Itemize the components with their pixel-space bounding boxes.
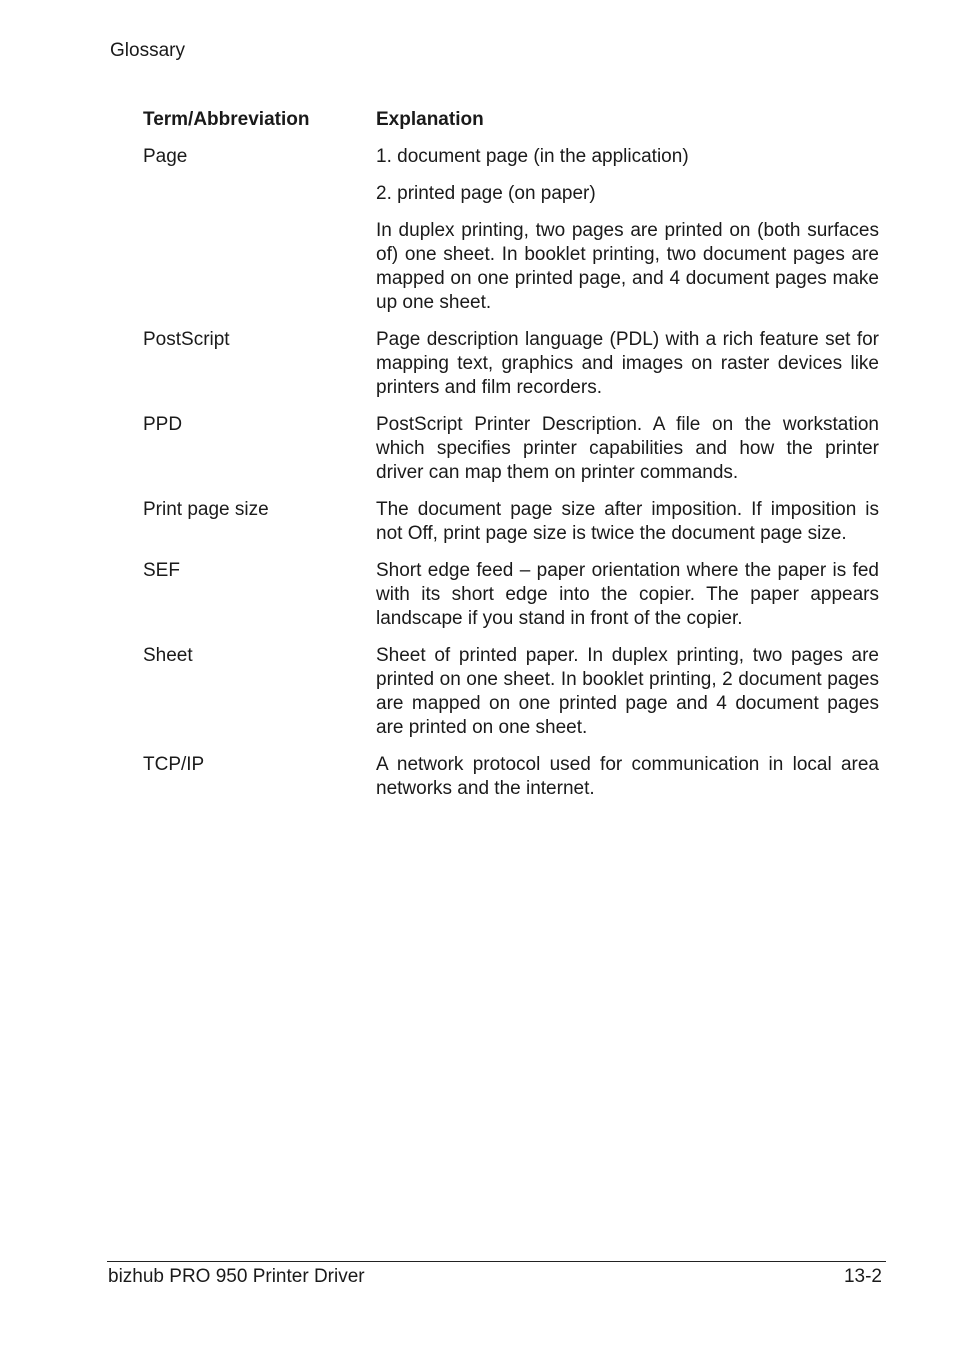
term-cell: PostScript xyxy=(143,329,230,350)
term-cell: PPD xyxy=(143,414,183,435)
explanation-cell xyxy=(376,413,879,485)
table-row xyxy=(143,559,879,631)
table-row xyxy=(143,753,879,801)
term-cell: Sheet xyxy=(143,645,193,666)
explanation-paragraph: A network protocol used for communication in local area networks and the internet. xyxy=(376,754,879,799)
explanation-cell xyxy=(376,145,879,315)
term-cell: SEF xyxy=(143,560,180,581)
explanation-paragraph: Short edge feed – paper orientation where the paper is fed with its short edge into the copier. The paper appears landscape if you stand in front of the copier. xyxy=(376,560,879,629)
explanation-paragraph: 1. document page (in the application) xyxy=(376,146,689,167)
glossary-table xyxy=(143,108,879,814)
footer-divider xyxy=(107,1261,886,1262)
explanation-paragraph: PostScript Printer Description. A file on the workstation which specifies printer capabilities and how the printer driver can map them on printer commands. xyxy=(376,414,879,483)
explanation-paragraph: 2. printed page (on paper) xyxy=(376,183,596,204)
explanation-cell xyxy=(376,644,879,740)
explanation-paragraph: Page description language (PDL) with a rich feature set for mapping text, graphics and images on raster devices like printers and film recorders. xyxy=(376,329,879,398)
explanation-cell xyxy=(376,559,879,631)
table-row xyxy=(143,145,879,315)
explanation-cell xyxy=(376,328,879,400)
footer-page-number: 13-2 xyxy=(843,1266,882,1287)
explanation-paragraph: Sheet of printed paper. In duplex printing, two pages are printed on one sheet. In booklet printing, 2 document pages are mapped on one printed page and 4 document pages are printed on one sheet. xyxy=(376,645,879,738)
table-row xyxy=(143,328,879,400)
term-cell: Page xyxy=(143,146,188,167)
explanation-paragraph: The document page size after imposition. If imposition is not Off, print page size is twice the document page size. xyxy=(376,499,879,544)
term-cell: Print page size xyxy=(143,499,269,520)
table-row xyxy=(143,644,879,740)
column-header-explanation: Explanation xyxy=(376,109,484,130)
table-row xyxy=(143,498,879,546)
running-head-section: Glossary xyxy=(110,40,185,61)
column-header-term: Term/Abbreviation xyxy=(143,109,310,130)
explanation-cell xyxy=(376,753,879,801)
footer-document-title: bizhub PRO 950 Printer Driver xyxy=(108,1266,365,1287)
explanation-paragraph: In duplex printing, two pages are printed on (both surfaces of) one sheet. In booklet printing, two document pages are mapped on one printed page, and 4 document pages make up one sheet. xyxy=(376,220,879,313)
term-cell: TCP/IP xyxy=(143,754,205,775)
table-row xyxy=(143,413,879,485)
table-header-row xyxy=(143,108,879,132)
explanation-cell xyxy=(376,498,879,546)
